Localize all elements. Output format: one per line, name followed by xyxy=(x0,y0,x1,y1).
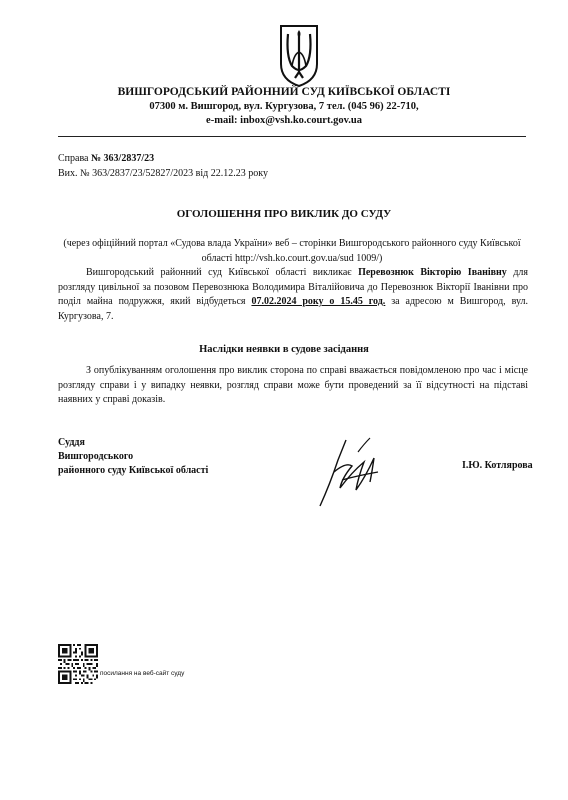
case-number-value: № 363/2837/23 xyxy=(91,153,155,164)
publication-note: (через офіційний портал «Судова влада України» веб – сторінки Вишгородського районного суду Київської області http://vsh.ko.court.gov.ua/sud 1009/) xyxy=(63,238,521,264)
document-title: ОГОЛОШЕННЯ ПРО ВИКЛИК ДО СУДУ xyxy=(176,208,392,220)
header-divider xyxy=(58,136,526,137)
court-address: 07300 м. Вишгород, вул. Кургузова, 7 тел. (045 96) 22-710, xyxy=(149,101,419,112)
judge-title xyxy=(58,436,208,478)
qr-caption: посилання на веб-сайт суду xyxy=(100,670,185,677)
judge-title-line-1: Суддя xyxy=(58,437,85,448)
summoned-person: Перевознюк Вікторію Іванівну xyxy=(358,267,507,278)
judge-name: І.Ю. Котлярова xyxy=(462,460,533,471)
hearing-datetime: 07.02.2024 року о 15.45 год. xyxy=(251,296,386,307)
outgoing-number: Вих. № 363/2837/23/52827/2023 від 22.12.23 року xyxy=(58,168,268,179)
consequences-paragraph: З опублікуванням оголошення про виклик сторона по справі вважається повідомленою про час і місце розгляду справи і у випадку неявки, розгляд справи може бути проведений за її відсутності на підставі наявних у справі доказів. xyxy=(58,365,528,405)
court-email: e-mail: inbox@vsh.ko.court.gov.ua xyxy=(206,115,362,126)
consequences-heading: Наслідки неявки в судове засідання xyxy=(199,344,369,355)
court-name: ВИШГОРОДСЬКИЙ РАЙОННИЙ СУД КИЇВСЬКОЇ ОБЛАСТІ xyxy=(117,86,451,98)
summons-text-1: Вишгородський районний суд Київської області викликає xyxy=(86,267,359,278)
handwritten-signature xyxy=(312,432,392,512)
judge-title-line-3: районного суду Київської області xyxy=(58,465,209,476)
summons-paragraph xyxy=(58,266,528,324)
judge-title-line-2: Вишгородського xyxy=(58,451,134,462)
summons-text-2: для розгляду цивільної за позовом Перевознюка Володимира Віталійовича до Перевознюк Вікторії Іванівни про поділ майна подружжя, який відбудеться xyxy=(58,267,528,307)
case-number xyxy=(58,153,154,164)
coat-of-arms-emblem xyxy=(278,24,320,88)
case-prefix: Справа xyxy=(58,153,91,164)
qr-code xyxy=(58,644,98,684)
summons-text-3: за адресою м Вишгород, вул. Кургузова, 7. xyxy=(58,296,528,322)
